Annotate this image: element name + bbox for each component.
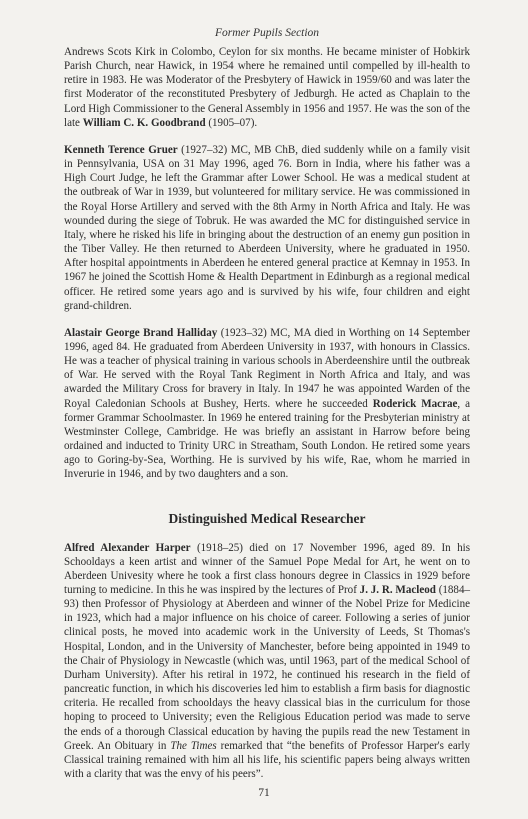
person-name: William C. K. Goodbrand: [82, 116, 206, 129]
page-number: 71: [258, 787, 270, 799]
person-name: Roderick Macrae: [372, 397, 458, 410]
person-name: J. J. R. Macleod: [359, 584, 436, 596]
obituary-paragraph-harper: [64, 541, 470, 782]
person-name: Alastair George Brand Halliday: [64, 326, 218, 339]
paragraph-text: , a former Grammar Schoolmaster. In 1969 he entered training for the Presbyterian ministry at Westminster College, Cambridge. He was briefly an assistant in Harrow before being ordained and inducted to Trinity URC in Streatham, South London. He retired some years ago to Goring-by-Sea, Worthing. He is survived by his wife, Rae, whom he married in Inverurie in 1946, and by two daughters and a son.: [64, 397, 471, 481]
paragraph-text: remarked that “the benefits of Professor Harper's early Classical training remained with him all his life, his scientific papers being always written with a clarity that was the envy of his peers”.: [64, 739, 470, 781]
obituary-paragraph-goodbrand: [64, 45, 470, 130]
publication-title: The Times: [170, 739, 217, 752]
paragraph-text: Andrews Scots Kirk in Colombo, Ceylon for six months. He became minister of Hobkirk Parish Church, near Hawick, in 1954 where he remained until compelled by ill-health to retire in 1983. He was Moderator of the Presbytery of Hawick in 1959/60 and was later the first Moderator of the reconstituted Presbytery of Jedburgh. He acted as Chaplain to the Lord High Commissioner to the General Assembly in 1956 and 1957. He was the son of the late: [64, 46, 470, 129]
person-name: Kenneth Terence Gruer: [64, 143, 178, 156]
paragraph-text: (1927–32) MC, MB ChB, died suddenly while on a family visit in Pennsylvania, USA on 31 May 1996, aged 76. Born in India, where his father was a High Court Judge, he left the Grammar after Lower School. He was a medical student at the outbreak of War in 1939, but volunteered for military service. He was commissioned in the Royal Horse Artillery and served with the 8th Army in North Africa and Italy. He was wounded during the siege of Tobruk. He was awarded the MC for distinguished service in Italy, where he risked his life in bringing about the destruction of an enemy gun position in the Tiber Valley. He then returned to Aberdeen University, where he graduated in 1950. After hospital appointments in Aberdeen he entered general practice at Kemnay in 1953. In 1967 he joined the Scottish Home & Health Department in Edinburgh as a regional medical officer. He retired some years ago and is survived by his wife, four children and eight grand-children.: [64, 143, 470, 312]
person-name: Alfred Alexander Harper: [64, 541, 191, 554]
obituary-paragraph-gruer: [64, 143, 470, 313]
paragraph-text: (1918–25) died on 17 November 1996, aged 89. In his Schooldays a keen artist and winner of the Samuel Pope Medal for Art, he went on to Aberdeen Univesity where he took a first class honours degree in Classics in 1929 before turning to medicine. In this he was inspired by the lectures of Prof: [64, 541, 470, 596]
paragraph-text: (1884–93) then Professor of Physiology at Aberdeen and winner of the Nobel Prize for Medicine in 1923, which had a major influence on his choice of career. Following a series of junior clinical posts, he moved into academic work in the University of Leeds, St Thomas's Hospital, London, and in the University of Manchester, before being appointed in 1949 to the Chair of Physiology in Newcastle (which was, until 1963, part of the medical School of Durham University). After his retiral in 1972, he continued his research in the field of pancreatic function, in which his discoveries led him to establish a firm basis for diagnostic criteria. He recalled from schooldays the heavy classical bias in the curriculum for those hoping to proceed to University; even the Religious Education period was made to serve the ends of a thorough Classical education by having the pupils read the new Testament in Greek. An Obituary in: [64, 584, 470, 752]
section-heading: Distinguished Medical Researcher: [168, 510, 366, 526]
paragraph-text: (1905–07).: [205, 116, 258, 129]
running-head: Former Pupils Section: [214, 27, 320, 39]
obituary-paragraph-halliday: [64, 326, 470, 482]
paragraph-text: (1923–32) MC, MA died in Worthing on 14 September 1996, aged 84. He graduated from Aberdeen University in 1937, with honours in Classics. He was a teacher of physical training in various schools in Aberdeenshire until the outbreak of War. He served with the Royal Tank Regiment in North Africa and Italy, and was awarded the Military Cross for bravery in Italy. In 1947 he was appointed Warden of the Royal Caledonian Schools at Bushey, Herts. where he succeeded: [64, 326, 471, 410]
